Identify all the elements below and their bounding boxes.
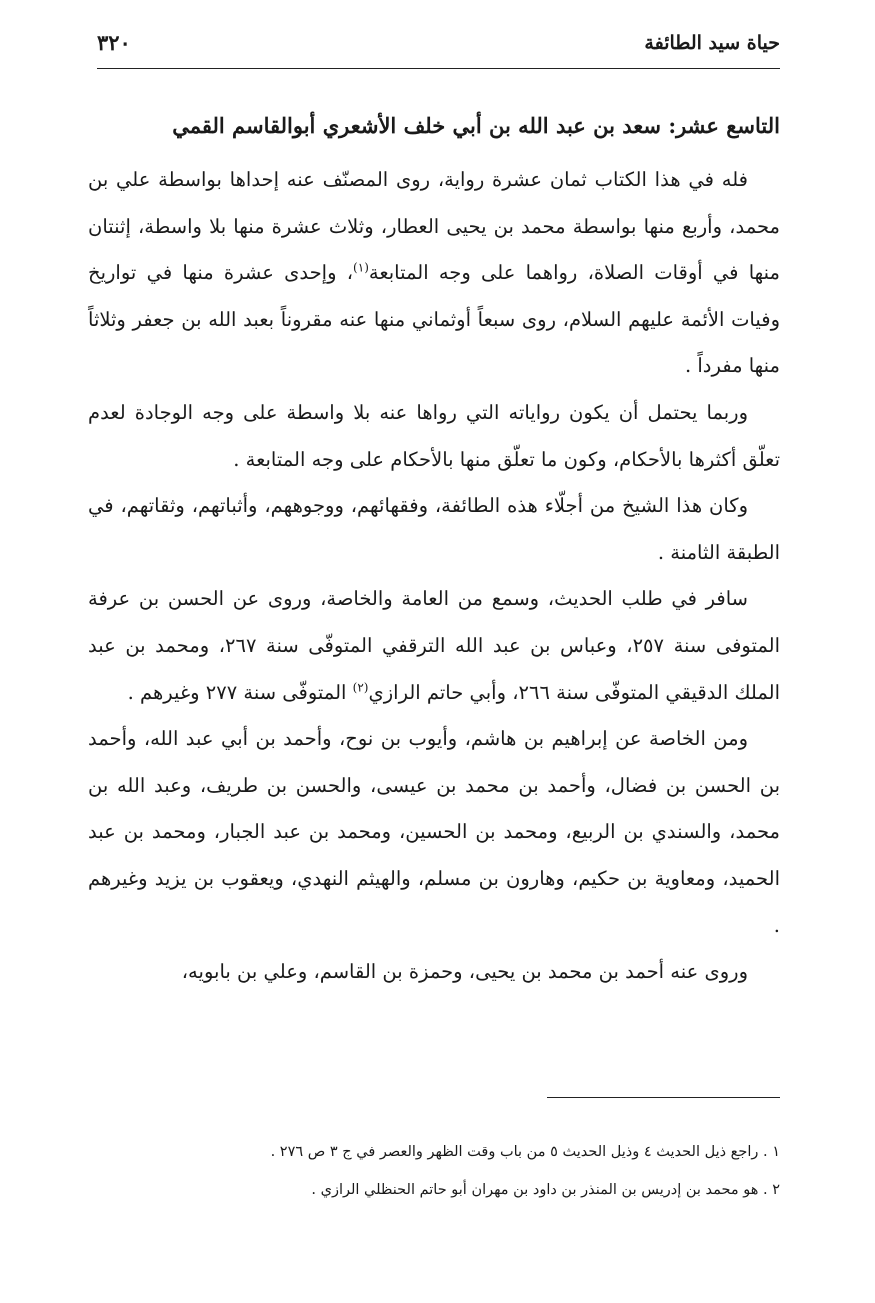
paragraph: ومن الخاصة عن إبراهيم بن هاشم، وأيوب بن نوح، وأحمد بن أبي عبد الله، وأحمد بن الحسن بن فضال، وأحمد بن محمد بن عيسى، والحسن بن طريف، وعبد الله بن محمد، والسندي بن الربيع، ومحمد بن الحسين، ومحمد بن عبد الجبار، ومحمد بن عبد الحميد، ومعاوية بن حكيم، وهارون بن مسلم، والهيثم النهدي، ويعقوب بن يزيد وغيرهم . (88, 727, 780, 937)
paragraph: وكان هذا الشيخ من أجلّاء هذه الطائفة، وفقهائهم، ووجوههم، وأثباتهم، وثقاتهم، في الطبقة الثامنة . (88, 494, 780, 564)
paragraph: وروى عنه أحمد بن محمد بن يحيى، وحمزة بن القاسم، وعلي بن بابويه، (181, 960, 748, 984)
paragraph (88, 576, 780, 716)
footnote-2: ٢ . هو محمد بن إدريس بن المنذر بن داود بن مهران أبو حاتم الحنظلي الرازي . (311, 1182, 780, 1198)
footnote-1: ١ . راجع ذيل الحديث ٤ وذيل الحديث ٥ من باب وقت الظهر والعصر في ج ٣ ص ٢٧٦ . (270, 1144, 780, 1160)
main-text (88, 103, 780, 996)
paragraph-text: فله في هذا الكتاب ثمان عشرة رواية، روى المصنّف عنه إحداها بواسطة علي بن محمد، وأربع منها بواسطة محمد بن يحيى العطار، وثلاث عشرة منها بلا واسطة، إثنتان منها في أوقات الصلاة، رواهما على وجه المتابعة (88, 168, 780, 285)
footnote-reference: (١) (353, 260, 369, 275)
page-number: ٣٢٠ (97, 30, 131, 55)
running-header-title: حياة سيد الطائفة (644, 32, 780, 54)
paragraph-text: سافر في طلب الحديث، وسمع من العامة والخاصة، وروى عن الحسن بن عرفة المتوفى سنة ٢٥٧، وعباس بن عبد الله الترقفي المتوفّى سنة ٢٦٧، ومحمد بن عبد الملك الدقيقي المتوفّى سنة ٢٦٦، وأبي حاتم الرازي (88, 587, 780, 704)
footnotes (120, 1140, 780, 1216)
paragraph-text: المتوفّى سنة ٢٧٧ وغيرهم . (127, 680, 353, 704)
paragraph (88, 157, 780, 390)
paragraph-text: ، وإحدى عشرة منها في تواريخ وفيات الأئمة عليهم السلام، روى سبعاً أوثماني منها عنه مقروناً بعبد الله بن جعفر وثلاثاً منها مفرداً . (88, 261, 780, 378)
running-header (97, 28, 780, 69)
section-heading: التاسع عشر: سعد بن عبد الله بن أبي خلف الأشعري أبوالقاسم القمي (172, 113, 780, 138)
footnote-divider (547, 1097, 780, 1098)
paragraph: وربما يحتمل أن يكون رواياته التي رواها عنه بلا واسطة على وجه الوجادة لعدم تعلّق أكثرها بالأحكام، وكون ما تعلّق منها بالأحكام على وجه المتابعة . (88, 400, 780, 471)
footnote-reference: (٢) (352, 680, 369, 695)
